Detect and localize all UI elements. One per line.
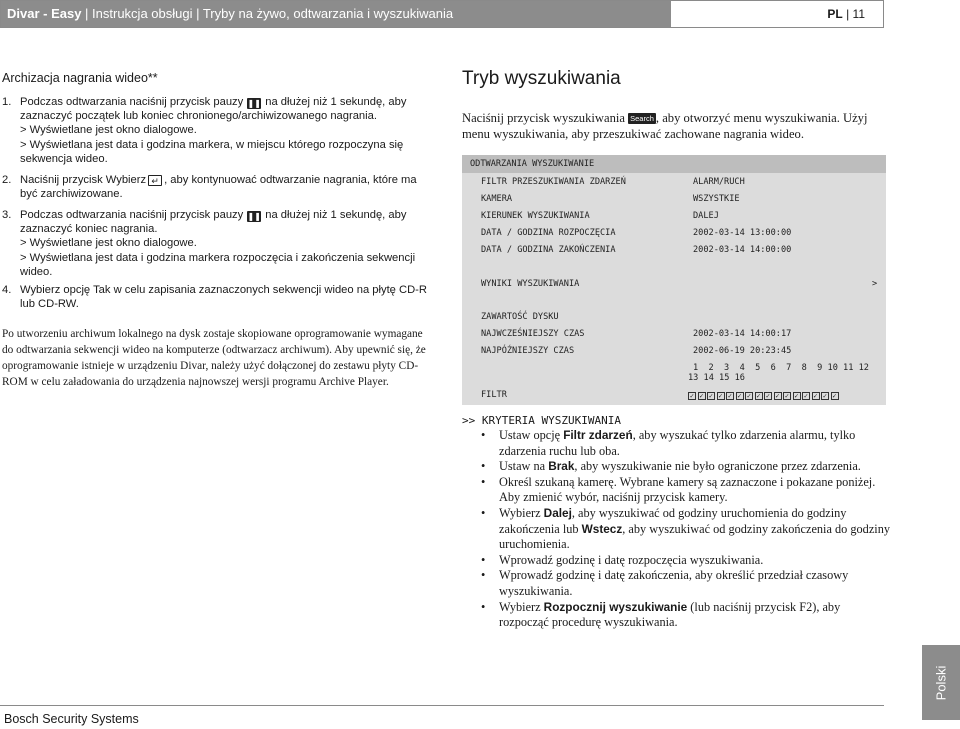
section-heading: Archizacja nagrania wideo** bbox=[2, 71, 158, 85]
oldest-time-label: NAJWCZEŚNIEJSZY CZAS bbox=[481, 329, 585, 339]
pause-icon: ❚❚ bbox=[247, 99, 261, 108]
menu-row-label[interactable]: DATA / GODZINA ROZPOCZĘCIA bbox=[481, 228, 616, 238]
camera-checkbox[interactable]: ✓ bbox=[775, 392, 780, 400]
camera-checkbox[interactable]: ✓ bbox=[689, 392, 695, 400]
camera-checkbox[interactable]: ✓ bbox=[718, 392, 723, 400]
list-item: • Ustaw na Brak, aby wyszukiwanie nie było ograniczone przez zdarzenia. bbox=[481, 459, 861, 474]
page-header bbox=[0, 0, 884, 28]
menu-row-label[interactable]: FILTR PRZESZUKIWANIA ZDARZEŃ bbox=[481, 177, 626, 187]
oldest-time-value: 2002-03-14 14:00:17 bbox=[693, 329, 792, 339]
step-2: 2. Naciśnij przycisk Wybierz ↵ , aby kontynuować odtwarzanie nagrania, które ma być zarchiwizowane. bbox=[2, 174, 417, 201]
camera-checkbox[interactable]: ✓ bbox=[794, 392, 799, 400]
camera-checkbox[interactable]: ✓ bbox=[699, 392, 704, 400]
footer-divider bbox=[0, 705, 884, 706]
search-menu-screen bbox=[462, 155, 886, 405]
step-4: 4. Wybierz opcję Tak w celu zapisania zaznaczonych sekwencji wideo na płytę CD-R lub CD-RW. bbox=[2, 284, 427, 311]
header-title: Divar - Easy | Instrukcja obsługi | Tryby na żywo, odtwarzania i wyszukiwania bbox=[1, 1, 671, 27]
camera-checkbox[interactable]: ✓ bbox=[822, 392, 828, 400]
archive-paragraph: Po utworzeniu archiwum lokalnego na dysk zostaje skopiowane oprogramowanie wymagane do odtwarzania sekwencji wideo na komputerze (odtwarzacz archiwum). Aby upewnić się, że oprogramowanie istnieje w urządzeniu Divar, należy użyć dołączonej do zestawu płyty CD-ROM w celu załadowania do urządzenia najnowszej wersji programu Archive Player. bbox=[2, 328, 426, 388]
criteria-list bbox=[462, 428, 892, 631]
menu-row-value[interactable]: ALARM/RUCH bbox=[693, 177, 745, 187]
list-item: • Wprowadź godzinę i datę zakończenia, aby określić przedział czasowy wyszukiwania. bbox=[481, 568, 849, 598]
search-results-item[interactable]: WYNIKI WYSZUKIWANIA bbox=[481, 279, 580, 289]
search-results-arrow[interactable]: > bbox=[872, 279, 878, 289]
pause-icon: ❚❚ bbox=[247, 212, 261, 221]
camera-checkbox[interactable]: ✓ bbox=[727, 392, 733, 400]
menu-row-value[interactable]: WSZYSTKIE bbox=[693, 194, 740, 204]
search-intro: Naciśnij przycisk wyszukiwania Search , aby otworzyć menu wyszukiwania. Użyj menu wyszukiwania, aby przeszukiwać zachowane nagrania wideo. bbox=[462, 111, 868, 141]
camera-checkbox[interactable]: ✓ bbox=[813, 392, 818, 400]
camera-checkbox[interactable]: ✓ bbox=[765, 392, 771, 400]
search-mode-title: Tryb wyszukiwania bbox=[462, 68, 621, 89]
camera-checkbox[interactable]: ✓ bbox=[832, 392, 837, 400]
footer-company: Bosch Security Systems bbox=[4, 712, 139, 726]
newest-time-label: NAJPÓŹNIEJSZY CZAS bbox=[481, 346, 575, 356]
header-page-number: PL | 11 bbox=[671, 1, 883, 27]
step-3: 3. Podczas odtwarzania naciśnij przycisk pauzy ❚❚ na dłużej niż 1 sekundę, aby zaznaczyć koniec nagrania. > Wyświetlane jest okno dialogowe. > Wyświetlana jest data i godzina markera rozpoczęcia i zakończenia sekwencji wideo. bbox=[2, 209, 416, 278]
enter-icon: ↵ bbox=[148, 175, 162, 186]
camera-checkbox[interactable]: ✓ bbox=[746, 392, 752, 400]
list-item: • Określ szukaną kamerę. Wybrane kamery są zaznaczone i pokazane poniżej. Aby zmienić wybór, naciśnij przycisk kamery. bbox=[481, 474, 876, 505]
search-icon: Search bbox=[630, 114, 654, 123]
list-item: • Wybierz Rozpocznij wyszukiwanie (lub naciśnij przycisk F2), aby rozpocząć procedurę wyszukiwania. bbox=[481, 599, 841, 630]
camera-checkbox[interactable]: ✓ bbox=[708, 392, 714, 400]
disk-content-label: ZAWARTOŚĆ DYSKU bbox=[481, 312, 559, 322]
menu-row-value[interactable]: 2002-03-14 13:00:00 bbox=[693, 228, 792, 238]
newest-time-value: 2002-06-19 20:23:45 bbox=[693, 346, 792, 356]
menu-row-value[interactable]: 2002-03-14 14:00:00 bbox=[693, 245, 792, 255]
list-item: • Ustaw opcję Filtr zdarzeń, aby wyszukać tylko zdarzenia alarmu, tylko zdarzenia ruchu lub oba. bbox=[481, 428, 856, 458]
menu-row-label[interactable]: KIERUNEK WYSZUKIWANIA bbox=[481, 211, 590, 221]
menu-row-label[interactable]: KAMERA bbox=[481, 194, 513, 204]
menu-row-value[interactable]: DALEJ bbox=[693, 211, 719, 221]
menu-title: ODTWARZANIA WYSZUKIWANIE bbox=[470, 159, 595, 169]
step-1: 1. Podczas odtwarzania naciśnij przycisk pauzy ❚❚ na dłużej niż 1 sekundę, aby zaznaczyć początek lub koniec chronionego/archiwizowanego nagrania. > Wyświetlane jest okno dialogowe. > Wyświetlana jest data i godzina markera, w miejscu którego rozpoczyna się sekwencja wideo. bbox=[2, 96, 407, 165]
camera-filter-checkboxes[interactable] bbox=[688, 390, 840, 400]
camera-checkbox[interactable]: ✓ bbox=[803, 392, 809, 400]
list-item: • Wybierz Dalej, aby wyszukiwać od godziny uruchomienia do godziny zakończenia lub Wstecz, aby wyszukiwać od godziny zakończenia do godziny uruchomienia. bbox=[481, 505, 890, 552]
camera-checkbox[interactable]: ✓ bbox=[784, 392, 790, 400]
list-item: • Wprowadź godzinę i datę rozpoczęcia wyszukiwania. bbox=[481, 552, 764, 567]
filter-label: FILTR bbox=[481, 390, 507, 400]
criteria-heading: >> KRYTERIA WYSZUKIWANIA bbox=[462, 414, 621, 427]
camera-checkbox[interactable]: ✓ bbox=[756, 392, 761, 400]
menu-row-label[interactable]: DATA / GODZINA ZAKOŃCZENIA bbox=[481, 245, 616, 255]
language-tab: Polski bbox=[922, 645, 960, 720]
camera-numbers-row1: 1 2 3 4 5 6 7 8 9 10 11 12 bbox=[693, 363, 869, 373]
camera-numbers-row2: 13 14 15 16 bbox=[688, 373, 745, 383]
camera-checkbox[interactable]: ✓ bbox=[737, 392, 742, 400]
